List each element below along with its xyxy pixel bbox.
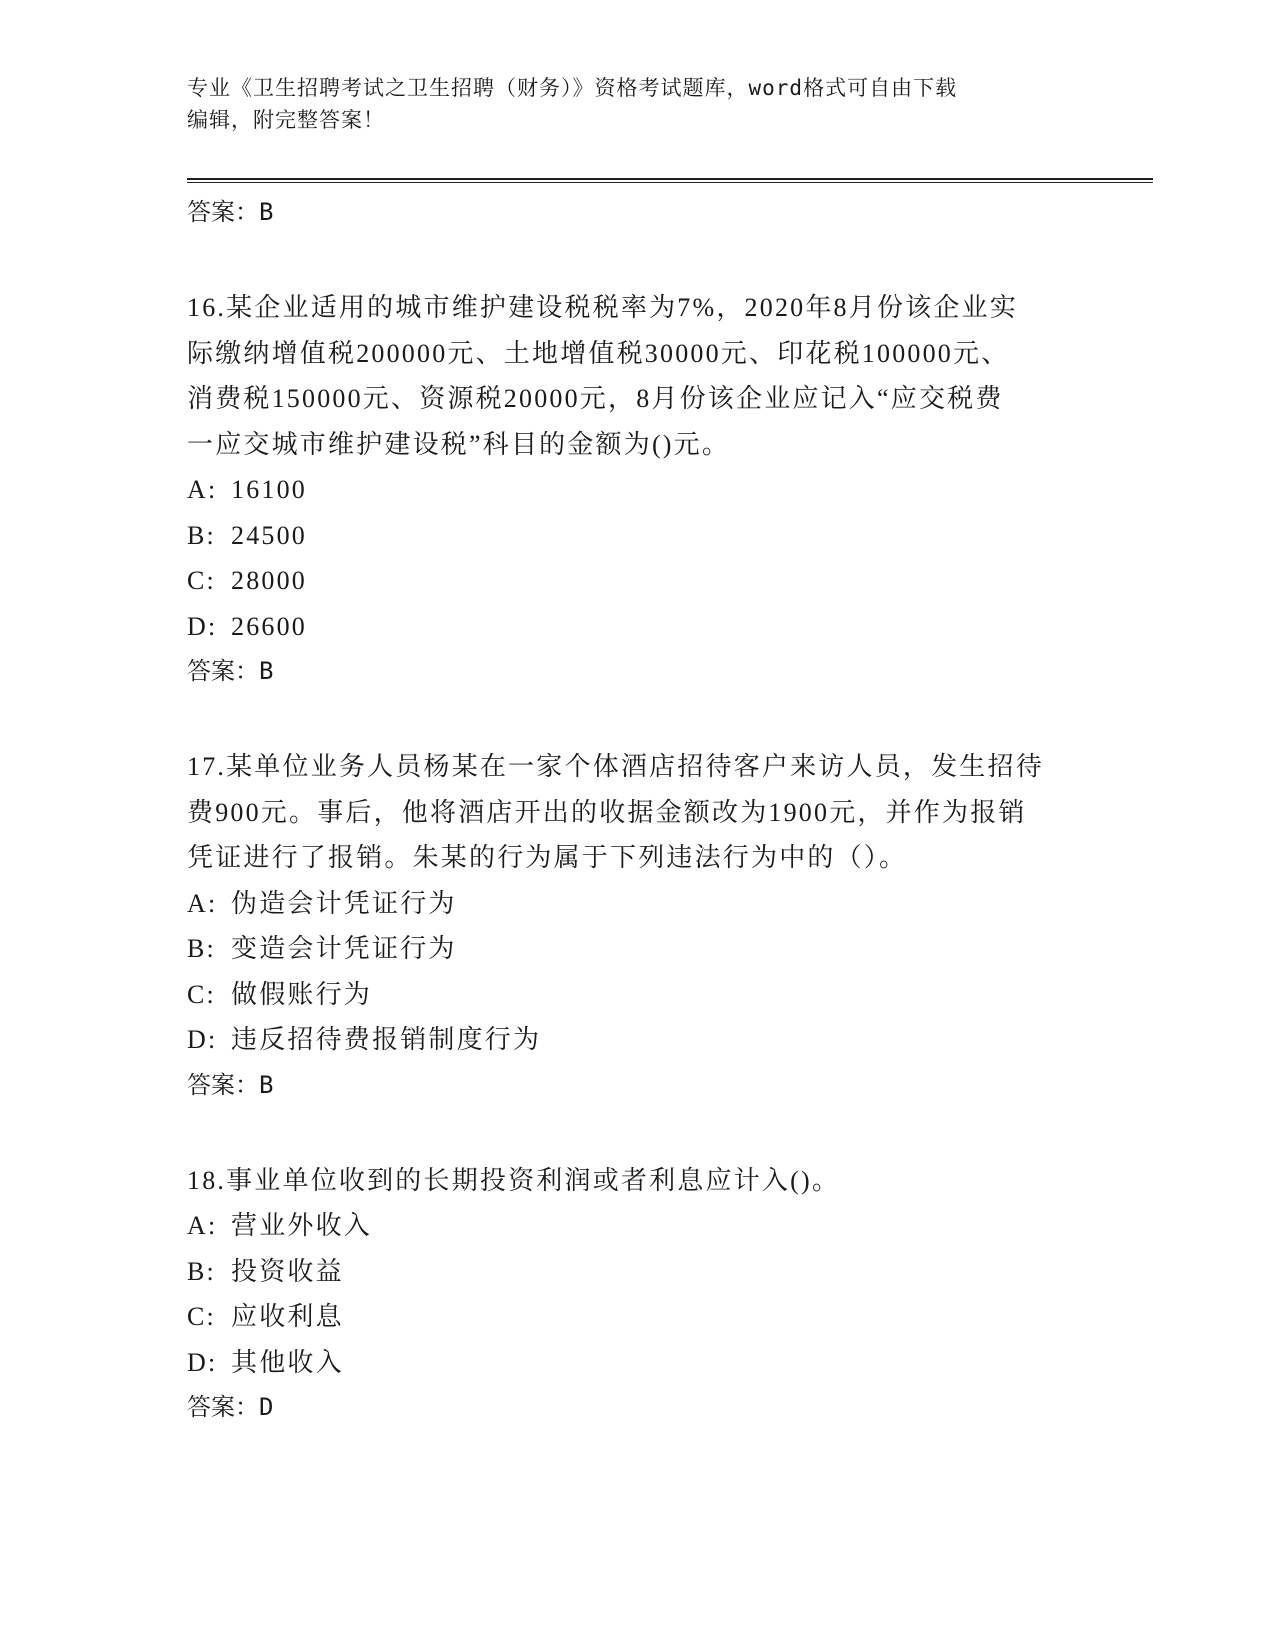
option-a: A: 16100 <box>187 475 307 504</box>
option-c: C: 应收利息 <box>187 1302 344 1331</box>
question-line: 凭证进行了报销。朱某的行为属于下列违法行为中的（）。 <box>187 843 908 872</box>
question-line: 17.某单位业务人员杨某在一家个体酒店招待客户来访人员，发生招待 <box>187 752 1044 781</box>
question-line: 消费税150000元、资源税20000元，8月份该企业应记入“应交税费 <box>187 384 1004 413</box>
question-text <box>187 1158 1087 1204</box>
option-b: B: 变造会计凭证行为 <box>187 934 457 963</box>
question-block <box>187 1158 1087 1431</box>
option-d: D: 其他收入 <box>187 1347 344 1377</box>
option-b: B: 投资收益 <box>187 1256 344 1286</box>
question-block <box>187 285 1087 694</box>
option-d: D: 违反招待费报销制度行为 <box>187 1025 542 1054</box>
option-b: B: 24500 <box>187 520 307 550</box>
header-line: 专业《卫生招聘考试之卫生招聘（财务）》资格考试题库，word格式可自由下载 <box>187 76 958 100</box>
question-list <box>187 190 1087 1430</box>
option-a: A: 营业外收入 <box>187 1211 373 1240</box>
header-line: 编辑，附完整答案！ <box>187 108 385 132</box>
question-line: 一应交城市维护建设税”科目的金额为()元。 <box>187 429 731 459</box>
answer-line: 答案：B <box>187 198 274 226</box>
option-c: C: 28000 <box>187 566 307 595</box>
question-text <box>187 285 1087 467</box>
option-a: A: 伪造会计凭证行为 <box>187 888 457 918</box>
option-c: C: 做假账行为 <box>187 979 373 1009</box>
question-line: 18.事业单位收到的长期投资利润或者利息应计入()。 <box>187 1165 841 1195</box>
answer-line: 答案：B <box>187 657 274 685</box>
question-block <box>187 744 1087 1108</box>
answer-line: 答案：D <box>187 1393 274 1421</box>
question-line: 16.某企业适用的城市维护建设税税率为7%，2020年8月份该企业实 <box>187 293 1018 322</box>
question-line: 际缴纳增值税200000元、土地增值税30000元、印花税100000元、 <box>187 338 1010 368</box>
option-d: D: 26600 <box>187 611 307 641</box>
header-divider <box>187 178 1153 183</box>
document-header <box>187 72 1067 136</box>
question-line: 费900元。事后，他将酒店开出的收据金额改为1900元，并作为报销 <box>187 797 1027 827</box>
answer-line: 答案：B <box>187 1070 274 1099</box>
question-text <box>187 744 1087 881</box>
